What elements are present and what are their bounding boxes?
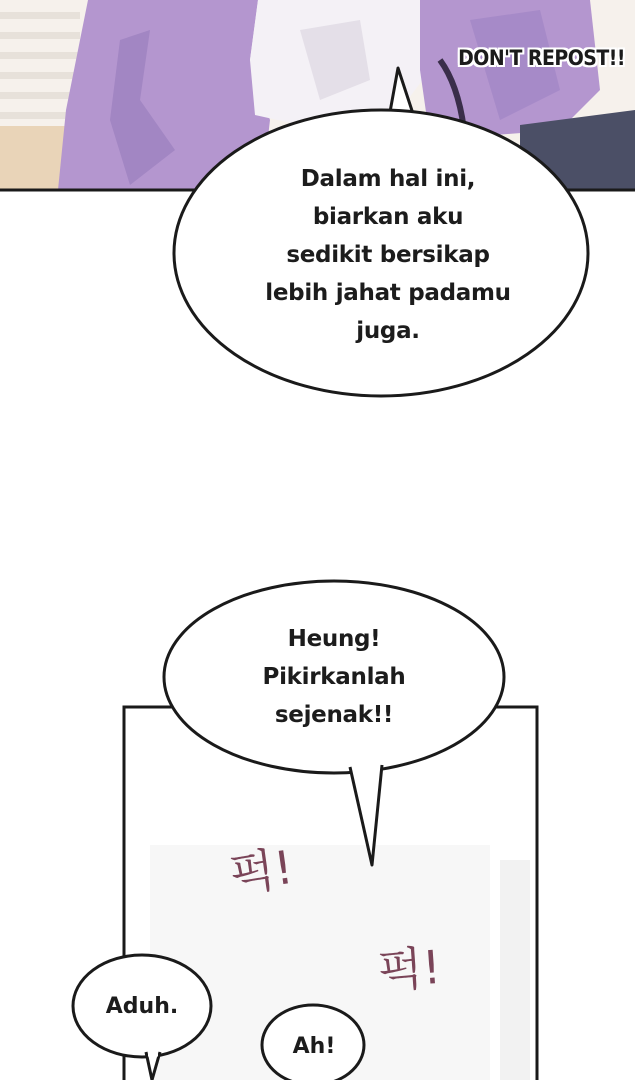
bubble-1-line-4: lebih jahat padamu xyxy=(265,280,511,306)
bubble-3-line-1: Aduh. xyxy=(105,994,179,1019)
sound-effect-1: 퍽! xyxy=(226,839,297,903)
watermark-text: DON'T REPOST!! xyxy=(458,46,625,70)
lower-panel-wash-2 xyxy=(500,860,530,1080)
bubble-4-line-1: Ah! xyxy=(292,1034,336,1059)
bubble-1-line-1: Dalam hal ini, xyxy=(300,166,476,192)
bubble-1-line-2: biarkan aku xyxy=(312,204,464,230)
bubble-2-text xyxy=(214,620,454,734)
bubble-1-line-5: juga. xyxy=(356,318,420,344)
bubble-2-line-3: sejenak!! xyxy=(274,702,394,728)
bubble-3-text xyxy=(82,990,202,1023)
bubble-1-line-3: sedikit bersikap xyxy=(286,242,490,268)
bubble-1-text xyxy=(248,160,528,350)
bubble-2-line-1: Heung! xyxy=(287,626,381,652)
bubble-4-text xyxy=(264,1030,364,1063)
bubble-2-line-2: Pikirkanlah xyxy=(262,664,406,690)
sound-effect-2: 퍽! xyxy=(376,939,443,999)
